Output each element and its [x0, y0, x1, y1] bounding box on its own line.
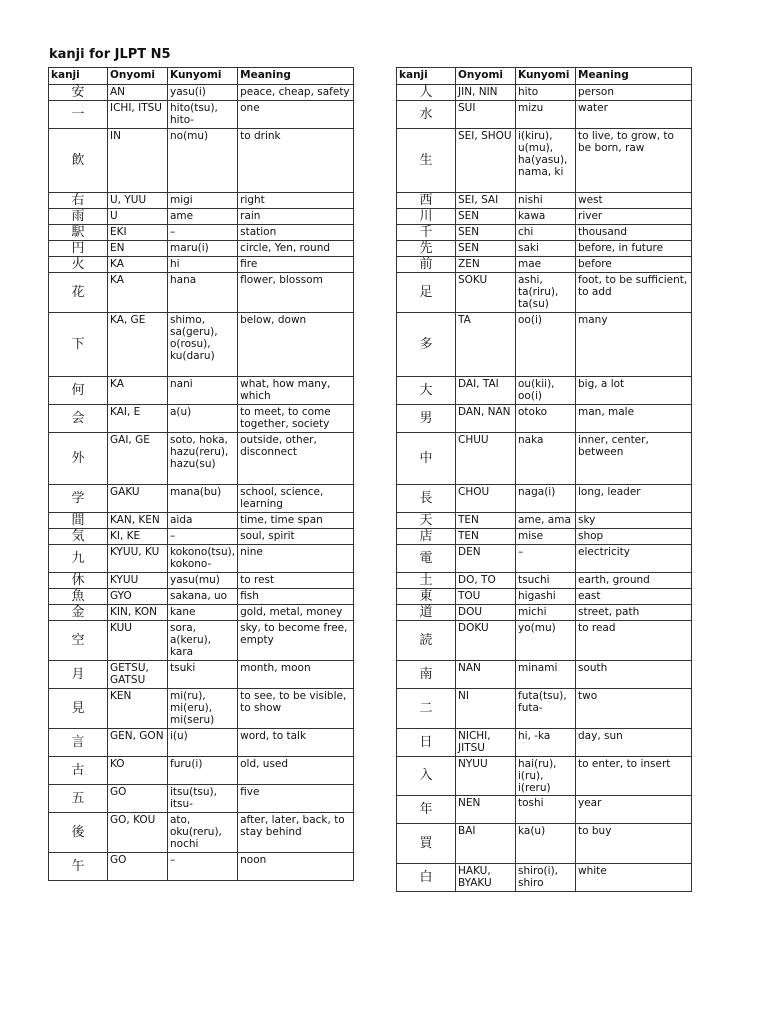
kunyomi-cell: ato, oku(reru), nochi [168, 813, 238, 853]
header-kanji: kanji [49, 68, 108, 85]
table-row [397, 101, 692, 129]
table-row [49, 785, 354, 813]
kunyomi-cell: mi(ru), mi(eru), mi(seru) [168, 689, 238, 729]
onyomi-cell: SEN [456, 209, 516, 225]
onyomi-cell: GYO [108, 589, 168, 605]
meaning-cell: station [238, 225, 354, 241]
onyomi-cell: U, YUU [108, 193, 168, 209]
header-kunyomi: Kunyomi [516, 68, 576, 85]
kunyomi-cell: – [516, 545, 576, 573]
onyomi-cell: KA, GE [108, 313, 168, 377]
kanji-cell: 魚 [49, 589, 108, 605]
meaning-cell: to see, to be visible, to show [238, 689, 354, 729]
table-row [397, 225, 692, 241]
meaning-cell: soul, spirit [238, 529, 354, 545]
kunyomi-cell: hi, -ka [516, 729, 576, 757]
kunyomi-cell: futa(tsu), futa- [516, 689, 576, 729]
onyomi-cell: IN [108, 129, 168, 193]
table-row [397, 273, 692, 313]
kanji-cell: 天 [397, 513, 456, 529]
kunyomi-cell: hi [168, 257, 238, 273]
table-header-row [397, 68, 692, 85]
meaning-cell: long, leader [576, 485, 692, 513]
meaning-cell: to read [576, 621, 692, 661]
onyomi-cell: DOU [456, 605, 516, 621]
table-row [49, 101, 354, 129]
kanji-cell: 言 [49, 729, 108, 757]
meaning-cell: time, time span [238, 513, 354, 529]
table-row [397, 529, 692, 545]
kunyomi-cell: oo(i) [516, 313, 576, 377]
kanji-cell: 月 [49, 661, 108, 689]
onyomi-cell: TEN [456, 529, 516, 545]
table-row [397, 405, 692, 433]
kanji-cell: 九 [49, 545, 108, 573]
kunyomi-cell: ou(kii), oo(i) [516, 377, 576, 405]
onyomi-cell: DO, TO [456, 573, 516, 589]
meaning-cell: day, sun [576, 729, 692, 757]
kanji-cell: 気 [49, 529, 108, 545]
onyomi-cell: EN [108, 241, 168, 257]
meaning-cell: after, later, back, to stay behind [238, 813, 354, 853]
meaning-cell: to rest [238, 573, 354, 589]
table-row [49, 313, 354, 377]
table-row [397, 661, 692, 689]
table-row [397, 864, 692, 892]
table-row [397, 209, 692, 225]
table-row [49, 689, 354, 729]
onyomi-cell: NEN [456, 796, 516, 824]
meaning-cell: noon [238, 853, 354, 881]
onyomi-cell: KAI, E [108, 405, 168, 433]
meaning-cell: fire [238, 257, 354, 273]
meaning-cell: sky [576, 513, 692, 529]
meaning-cell: thousand [576, 225, 692, 241]
onyomi-cell: KA [108, 257, 168, 273]
table-body-left [49, 85, 354, 881]
onyomi-cell: NICHI, JITSU [456, 729, 516, 757]
kanji-cell: 西 [397, 193, 456, 209]
kunyomi-cell: mise [516, 529, 576, 545]
table-row [49, 573, 354, 589]
onyomi-cell: GAI, GE [108, 433, 168, 485]
meaning-cell: west [576, 193, 692, 209]
kunyomi-cell: michi [516, 605, 576, 621]
meaning-cell: street, path [576, 605, 692, 621]
onyomi-cell: TOU [456, 589, 516, 605]
table-row [49, 545, 354, 573]
kanji-cell: 読 [397, 621, 456, 661]
table-row [49, 605, 354, 621]
kanji-cell: 間 [49, 513, 108, 529]
table-row [49, 257, 354, 273]
kanji-cell: 何 [49, 377, 108, 405]
table-body-right [397, 85, 692, 892]
kanji-cell: 飲 [49, 129, 108, 193]
kunyomi-cell: hito(tsu), hito- [168, 101, 238, 129]
onyomi-cell: KA [108, 377, 168, 405]
meaning-cell: river [576, 209, 692, 225]
kunyomi-cell: – [168, 853, 238, 881]
table-row [397, 193, 692, 209]
kanji-cell: 右 [49, 193, 108, 209]
kanji-cell: 二 [397, 689, 456, 729]
meaning-cell: outside, other, disconnect [238, 433, 354, 485]
onyomi-cell: AN [108, 85, 168, 101]
onyomi-cell: KYUU [108, 573, 168, 589]
table-row [49, 433, 354, 485]
meaning-cell: to enter, to insert [576, 757, 692, 796]
table-row [397, 824, 692, 864]
table-row [397, 313, 692, 377]
kunyomi-cell: a(u) [168, 405, 238, 433]
meaning-cell: before, in future [576, 241, 692, 257]
kanji-cell: 男 [397, 405, 456, 433]
kunyomi-cell: ame, ama [516, 513, 576, 529]
onyomi-cell: HAKU, BYAKU [456, 864, 516, 892]
meaning-cell: what, how many, which [238, 377, 354, 405]
onyomi-cell: BAI [456, 824, 516, 864]
onyomi-cell: ZEN [456, 257, 516, 273]
onyomi-cell: TEN [456, 513, 516, 529]
kunyomi-cell: tsuki [168, 661, 238, 689]
onyomi-cell: GO, KOU [108, 813, 168, 853]
onyomi-cell: SEN [456, 241, 516, 257]
onyomi-cell: DOKU [456, 621, 516, 661]
kanji-cell: 円 [49, 241, 108, 257]
onyomi-cell: CHUU [456, 433, 516, 485]
kunyomi-cell: shimo, sa(geru), o(rosu), ku(daru) [168, 313, 238, 377]
kanji-cell: 大 [397, 377, 456, 405]
meaning-cell: man, male [576, 405, 692, 433]
kanji-table-right [396, 67, 692, 892]
table-row [397, 485, 692, 513]
table-row [49, 529, 354, 545]
kanji-cell: 花 [49, 273, 108, 313]
kanji-cell: 一 [49, 101, 108, 129]
kanji-cell: 中 [397, 433, 456, 485]
onyomi-cell: DAI, TAI [456, 377, 516, 405]
table-row [397, 573, 692, 589]
table-row [49, 813, 354, 853]
meaning-cell: earth, ground [576, 573, 692, 589]
kunyomi-cell: kokono(tsu), kokono- [168, 545, 238, 573]
kanji-cell: 後 [49, 813, 108, 853]
table-row [397, 589, 692, 605]
kanji-cell: 店 [397, 529, 456, 545]
table-row [49, 377, 354, 405]
kunyomi-cell: hito [516, 85, 576, 101]
kanji-cell: 生 [397, 129, 456, 193]
kanji-cell: 会 [49, 405, 108, 433]
kunyomi-cell: nishi [516, 193, 576, 209]
table-row [397, 729, 692, 757]
onyomi-cell: SEI, SAI [456, 193, 516, 209]
kunyomi-cell: saki [516, 241, 576, 257]
kunyomi-cell: nani [168, 377, 238, 405]
kanji-cell: 空 [49, 621, 108, 661]
kunyomi-cell: otoko [516, 405, 576, 433]
kunyomi-cell: tsuchi [516, 573, 576, 589]
table-row [49, 85, 354, 101]
kanji-cell: 下 [49, 313, 108, 377]
meaning-cell: peace, cheap, safety [238, 85, 354, 101]
kunyomi-cell: no(mu) [168, 129, 238, 193]
kanji-cell: 雨 [49, 209, 108, 225]
meaning-cell: to meet, to come together, society [238, 405, 354, 433]
kanji-cell: 学 [49, 485, 108, 513]
meaning-cell: white [576, 864, 692, 892]
onyomi-cell: KI, KE [108, 529, 168, 545]
kunyomi-cell: itsu(tsu), itsu- [168, 785, 238, 813]
kunyomi-cell: mizu [516, 101, 576, 129]
onyomi-cell: EKI [108, 225, 168, 241]
header-onyomi: Onyomi [108, 68, 168, 85]
kunyomi-cell: aida [168, 513, 238, 529]
onyomi-cell: KIN, KON [108, 605, 168, 621]
meaning-cell: foot, to be sufficient, to add [576, 273, 692, 313]
meaning-cell: east [576, 589, 692, 605]
table-row [49, 589, 354, 605]
header-meaning: Meaning [238, 68, 354, 85]
kunyomi-cell: yasu(mu) [168, 573, 238, 589]
kanji-cell: 午 [49, 853, 108, 881]
onyomi-cell: KYUU, KU [108, 545, 168, 573]
onyomi-cell: NI [456, 689, 516, 729]
meaning-cell: below, down [238, 313, 354, 377]
kanji-cell: 五 [49, 785, 108, 813]
kunyomi-cell: toshi [516, 796, 576, 824]
table-row [397, 545, 692, 573]
kunyomi-cell: sora, a(keru), kara [168, 621, 238, 661]
kunyomi-cell: ashi, ta(riru), ta(su) [516, 273, 576, 313]
kanji-cell: 多 [397, 313, 456, 377]
meaning-cell: flower, blossom [238, 273, 354, 313]
table-row [49, 225, 354, 241]
onyomi-cell: SOKU [456, 273, 516, 313]
onyomi-cell: NAN [456, 661, 516, 689]
kunyomi-cell: shiro(i), shiro [516, 864, 576, 892]
table-row [49, 405, 354, 433]
kunyomi-cell: – [168, 529, 238, 545]
onyomi-cell: TA [456, 313, 516, 377]
onyomi-cell: KAN, KEN [108, 513, 168, 529]
kunyomi-cell: minami [516, 661, 576, 689]
onyomi-cell: GO [108, 785, 168, 813]
meaning-cell: old, used [238, 757, 354, 785]
kanji-cell: 電 [397, 545, 456, 573]
kanji-cell: 足 [397, 273, 456, 313]
table-row [49, 193, 354, 209]
kanji-cell: 先 [397, 241, 456, 257]
onyomi-cell: JIN, NIN [456, 85, 516, 101]
onyomi-cell: KEN [108, 689, 168, 729]
kanji-cell: 安 [49, 85, 108, 101]
kunyomi-cell: maru(i) [168, 241, 238, 257]
kanji-cell: 年 [397, 796, 456, 824]
meaning-cell: two [576, 689, 692, 729]
kunyomi-cell: i(kiru), u(mu), ha(yasu), nama, ki [516, 129, 576, 193]
kunyomi-cell: soto, hoka, hazu(reru), hazu(su) [168, 433, 238, 485]
meaning-cell: inner, center, between [576, 433, 692, 485]
meaning-cell: gold, metal, money [238, 605, 354, 621]
meaning-cell: year [576, 796, 692, 824]
kunyomi-cell: sakana, uo [168, 589, 238, 605]
kanji-cell: 前 [397, 257, 456, 273]
table-row [49, 729, 354, 757]
table-row [397, 796, 692, 824]
onyomi-cell: DEN [456, 545, 516, 573]
meaning-cell: right [238, 193, 354, 209]
table-row [49, 757, 354, 785]
table-row [397, 605, 692, 621]
header-meaning: Meaning [576, 68, 692, 85]
kunyomi-cell: ame [168, 209, 238, 225]
meaning-cell: to buy [576, 824, 692, 864]
kanji-cell: 長 [397, 485, 456, 513]
kunyomi-cell: hai(ru), i(ru), i(reru) [516, 757, 576, 796]
kunyomi-cell: kane [168, 605, 238, 621]
meaning-cell: big, a lot [576, 377, 692, 405]
meaning-cell: nine [238, 545, 354, 573]
kanji-cell: 見 [49, 689, 108, 729]
meaning-cell: many [576, 313, 692, 377]
kanji-cell: 外 [49, 433, 108, 485]
meaning-cell: month, moon [238, 661, 354, 689]
meaning-cell: sky, to become free, empty [238, 621, 354, 661]
table-row [49, 129, 354, 193]
header-onyomi: Onyomi [456, 68, 516, 85]
table-row [397, 129, 692, 193]
onyomi-cell: DAN, NAN [456, 405, 516, 433]
kunyomi-cell: higashi [516, 589, 576, 605]
table-row [49, 241, 354, 257]
kanji-cell: 人 [397, 85, 456, 101]
onyomi-cell: SUI [456, 101, 516, 129]
table-row [49, 853, 354, 881]
kanji-cell: 休 [49, 573, 108, 589]
onyomi-cell: KUU [108, 621, 168, 661]
table-row [397, 621, 692, 661]
header-kunyomi: Kunyomi [168, 68, 238, 85]
meaning-cell: school, science, learning [238, 485, 354, 513]
kanji-cell: 東 [397, 589, 456, 605]
meaning-cell: shop [576, 529, 692, 545]
onyomi-cell: ICHI, ITSU [108, 101, 168, 129]
onyomi-cell: U [108, 209, 168, 225]
table-row [397, 433, 692, 485]
kanji-cell: 買 [397, 824, 456, 864]
meaning-cell: one [238, 101, 354, 129]
meaning-cell: electricity [576, 545, 692, 573]
meaning-cell: south [576, 661, 692, 689]
kunyomi-cell: yasu(i) [168, 85, 238, 101]
table-row [49, 661, 354, 689]
onyomi-cell: SEI, SHOU [456, 129, 516, 193]
kanji-cell: 川 [397, 209, 456, 225]
onyomi-cell: KA [108, 273, 168, 313]
onyomi-cell: SEN [456, 225, 516, 241]
table-row [397, 757, 692, 796]
kanji-cell: 火 [49, 257, 108, 273]
table-row [397, 377, 692, 405]
onyomi-cell: KO [108, 757, 168, 785]
kanji-cell: 水 [397, 101, 456, 129]
kanji-cell: 土 [397, 573, 456, 589]
onyomi-cell: GETSU, GATSU [108, 661, 168, 689]
table-row [49, 485, 354, 513]
kunyomi-cell: mae [516, 257, 576, 273]
table-row [397, 513, 692, 529]
kunyomi-cell: migi [168, 193, 238, 209]
table-row [397, 257, 692, 273]
meaning-cell: water [576, 101, 692, 129]
table-row [397, 689, 692, 729]
kunyomi-cell: i(u) [168, 729, 238, 757]
onyomi-cell: GAKU [108, 485, 168, 513]
kunyomi-cell: naga(i) [516, 485, 576, 513]
kunyomi-cell: ka(u) [516, 824, 576, 864]
kunyomi-cell: chi [516, 225, 576, 241]
kanji-cell: 白 [397, 864, 456, 892]
onyomi-cell: NYUU [456, 757, 516, 796]
kunyomi-cell: – [168, 225, 238, 241]
meaning-cell: rain [238, 209, 354, 225]
table-row [49, 621, 354, 661]
meaning-cell: to live, to grow, to be born, raw [576, 129, 692, 193]
meaning-cell: before [576, 257, 692, 273]
table-row [397, 241, 692, 257]
header-kanji: kanji [397, 68, 456, 85]
page-title: kanji for JLPT N5 [49, 47, 171, 62]
kunyomi-cell: hana [168, 273, 238, 313]
kunyomi-cell: kawa [516, 209, 576, 225]
kunyomi-cell: mana(bu) [168, 485, 238, 513]
kanji-cell: 千 [397, 225, 456, 241]
kanji-table-left [48, 67, 354, 881]
kanji-cell: 道 [397, 605, 456, 621]
kanji-cell: 古 [49, 757, 108, 785]
table-row [49, 513, 354, 529]
kanji-cell: 金 [49, 605, 108, 621]
table-row [397, 85, 692, 101]
meaning-cell: to drink [238, 129, 354, 193]
onyomi-cell: CHOU [456, 485, 516, 513]
table-row [49, 209, 354, 225]
meaning-cell: person [576, 85, 692, 101]
table-row [49, 273, 354, 313]
kunyomi-cell: furu(i) [168, 757, 238, 785]
meaning-cell: fish [238, 589, 354, 605]
kanji-cell: 駅 [49, 225, 108, 241]
kunyomi-cell: naka [516, 433, 576, 485]
table-header-row [49, 68, 354, 85]
kanji-cell: 南 [397, 661, 456, 689]
kanji-cell: 日 [397, 729, 456, 757]
onyomi-cell: GEN, GON [108, 729, 168, 757]
meaning-cell: circle, Yen, round [238, 241, 354, 257]
meaning-cell: word, to talk [238, 729, 354, 757]
kunyomi-cell: yo(mu) [516, 621, 576, 661]
kanji-cell: 入 [397, 757, 456, 796]
onyomi-cell: GO [108, 853, 168, 881]
meaning-cell: five [238, 785, 354, 813]
